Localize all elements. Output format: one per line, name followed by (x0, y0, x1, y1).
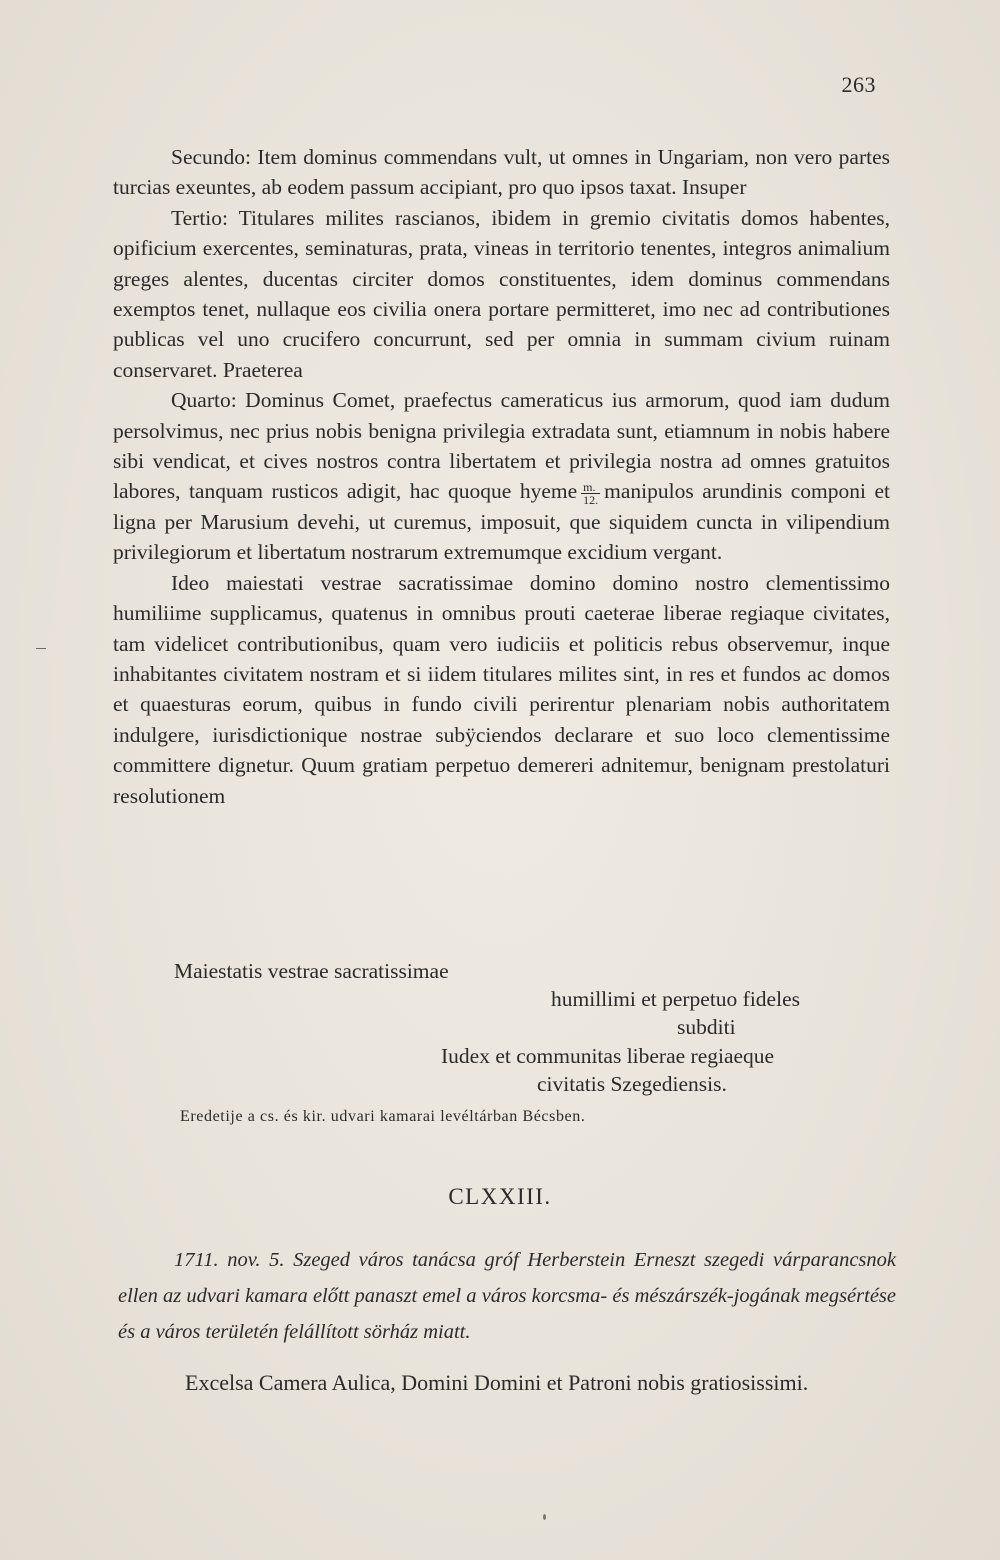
letter-address: Excelsa Camera Aulica, Domini Domini et Patroni nobis gratiosissimi. (185, 1370, 809, 1395)
closing-line-5: civitatis Szegediensis. (537, 1072, 727, 1096)
paragraph-secundo: Secundo: Item dominus commendans vult, ut omnes in Ungariam, non vero partes turcias exeuntes, ab eodem passum accipiant, pro quo ipsos taxat. Insuper (113, 145, 890, 200)
document-number: CLXXIII. (448, 1184, 552, 1209)
margin-mark (36, 648, 46, 649)
closing-line-4: Iudex et communitas liberae regiaeque (441, 1044, 775, 1068)
paragraph-quarto (113, 385, 890, 567)
fraction-m-12 (581, 481, 600, 506)
paragraph-tertio: Tertio: Titulares milites rascianos, ibidem in gremio civitatis domos habentes, opificium exercentes, seminaturas, prata, vineas in territorio tenentes, integros animalium greges alentes, ducentas circiter domos constituentes, idem dominus commendans exemptos tenet, nullaque eos civilia onera portare permitteret, imo nec ad contributiones publicas vel uno crucifero concurrunt, sed per omnia in summam civium ruinam conservaret. Praeterea (113, 205, 890, 382)
page-number: 263 (841, 72, 876, 97)
fraction-numerator: m. (581, 481, 600, 494)
letter-body (113, 142, 890, 811)
closing-line-1: Maiestatis vestrae sacratissimae (174, 959, 449, 983)
fraction-denominator: 12. (583, 493, 599, 508)
quarto-text-after: manipulos arundinis componi et ligna per Marusium devehi, ut curemus, imposuit, que siquidem cuncta in vilipendium privilegiorum et libertatum nostrarum extremumque excidium vergant. (113, 479, 890, 565)
closing-line-2: humillimi et perpetuo fideles (551, 987, 800, 1011)
paragraph-ideo: Ideo maiestati vestrae sacratissimae domino domino nostro clementissimo humiliime supplicamus, quatenus in omnibus prouti caeterae liberae regiaque civitates, tam videlicet contributionibus, quam vero iudiciis et politicis rebus observemur, inque inhabitantes civitatem nostram et si iidem titulares milites sint, in res et fundos ac domos et quaesturas eorum, quibus in fundo civili perirentur plenariam nobis authoritatem indulgere, iurisdictionique nostrae subÿciendos declarare et suo loco clementissime committere dignetur. Quum gratiam perpetuo demereri adnitemur, benignam prestolaturi resolutionem (113, 570, 890, 808)
paper-speck (543, 1514, 546, 1520)
source-note: Eredetije a cs. és kir. udvari kamarai levéltárban Bécsben. (180, 1108, 586, 1125)
document-summary: 1711. nov. 5. Szeged város tanácsa gróf Herberstein Erneszt szegedi várparancsnok ellen az udvari kamara előtt panaszt emel a város korcsma- és mészárszék-jogának megsértése és a város területén felállított sörház miatt. (118, 1249, 896, 1343)
closing-line-3: subditi (677, 1015, 736, 1039)
quarto-text-before: Quarto: Dominus Comet, praefectus cameraticus ius armorum, quod iam dudum persolvimus, nec prius nobis benigna privilegia extradata sunt, etiamnum in nobis habere sibi vendicat, et cives nostros contra libertatem et privilegia nostra ad omnes gratuitos labores, tanquam rusticos adigit, hac quoque hyeme (113, 388, 890, 504)
